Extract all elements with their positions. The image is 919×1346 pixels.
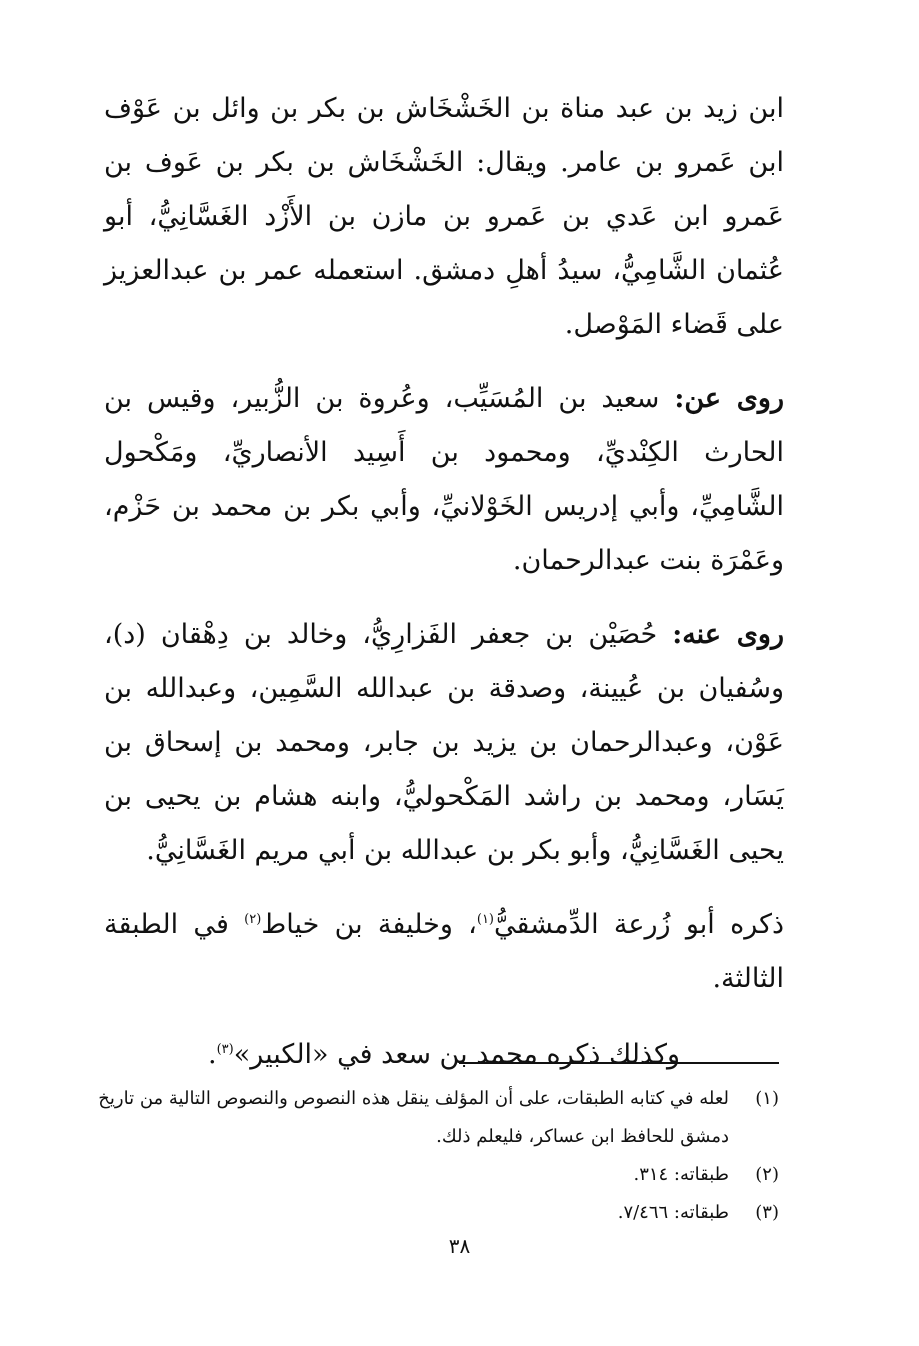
footnote-number: (١) [755, 1088, 779, 1109]
footnote-ref-3[interactable]: (٣) [216, 1042, 234, 1057]
ibn-saad-line [104, 1028, 784, 1082]
mentions-text-c: في الطبقة الثالثة. [104, 909, 784, 994]
footnote-text: لعله في كتابه الطبقات، على أن المؤلف ينقل هذه النصوص والنصوص التالية من تاريخ دمشق للحافظ ابن عساكر، فليعلم ذلك. [98, 1088, 729, 1147]
footnotes [79, 1080, 779, 1232]
ibn-saad-text: وكذلك ذكره محمد بن سعد في «الكبير» [233, 1039, 681, 1070]
narrated-by-text: حُصَيْن بن جعفر الفَزارِيُّ، وخالد بن دِهْقان (د)، وسُفيان بن عُيينة، وصدقة بن عبدالله السَّمِين، وعبدالله بن عَوْن، وعبدالرحمان بن يزيد بن جابر، ومحمد بن إسحاق بن يَسَار، ومحمد بن راشد المَكْحوليُّ، وابنه هشام بن يحيى بن يحيى الغَسَّانِيُّ، وأبو بكر بن عبدالله بن أبي مريم الغَسَّانِيُّ. [104, 619, 784, 866]
biography-paragraph: ابن زيد بن عبد مناة بن الخَشْخَاش بن بكر بن وائل بن عَوْف ابن عَمرو بن عامر. ويقال: الخَشْخَاش بن بكر بن عَوف بن عَمرو ابن عَدي بن عَمرو بن مازن بن الأَزْد الغَسَّانِيُّ، أبو عُثمان الشَّامِيُّ، سيدُ أهلِ دمشق. استعمله عمر بن عبدالعزيز على قَضاء المَوْصل. [104, 93, 784, 340]
footnote-text: طبقاته: ٧/٤٦٦. [617, 1202, 729, 1223]
footnote-number: (٣) [755, 1202, 779, 1223]
mentions-text-a: ذكره أبو زُرعة الدِّمشقيُّ [494, 909, 784, 940]
narrated-from-heading: روى عن: [674, 383, 784, 414]
footnote-divider [459, 1062, 779, 1064]
narrated-from-text: سعيد بن المُسَيِّب، وعُروة بن الزُّبير، وقيس بن الحارث الكِنْديِّ، ومحمود بن أَسِيد الأنصاريِّ، ومَكْحول الشَّامِيِّ، وأبي إدريس الخَوْلانيِّ، وأبي بكر بن محمد بن حَزْم، وعَمْرَة بنت عبدالرحمان. [104, 383, 784, 576]
narrated-by-heading: روى عنه: [672, 619, 784, 650]
mentions-text-b: ، وخليفة بن خياط [261, 909, 477, 940]
footnote-text: طبقاته: ٣١٤. [633, 1164, 729, 1185]
narrated-by-paragraph [104, 608, 784, 878]
footnote-3 [79, 1194, 779, 1232]
ibn-saad-end: . [207, 1039, 217, 1070]
page-number: ٣٨ [448, 1234, 471, 1258]
page-body [104, 82, 784, 1082]
footnote-1 [79, 1080, 779, 1156]
footnote-2 [79, 1156, 779, 1194]
footnote-ref-1[interactable]: (١) [476, 912, 494, 927]
footnote-ref-2[interactable]: (٢) [244, 912, 262, 927]
mentions-paragraph [104, 898, 784, 1006]
narrated-from-paragraph [104, 372, 784, 588]
footnote-number: (٢) [755, 1164, 779, 1185]
